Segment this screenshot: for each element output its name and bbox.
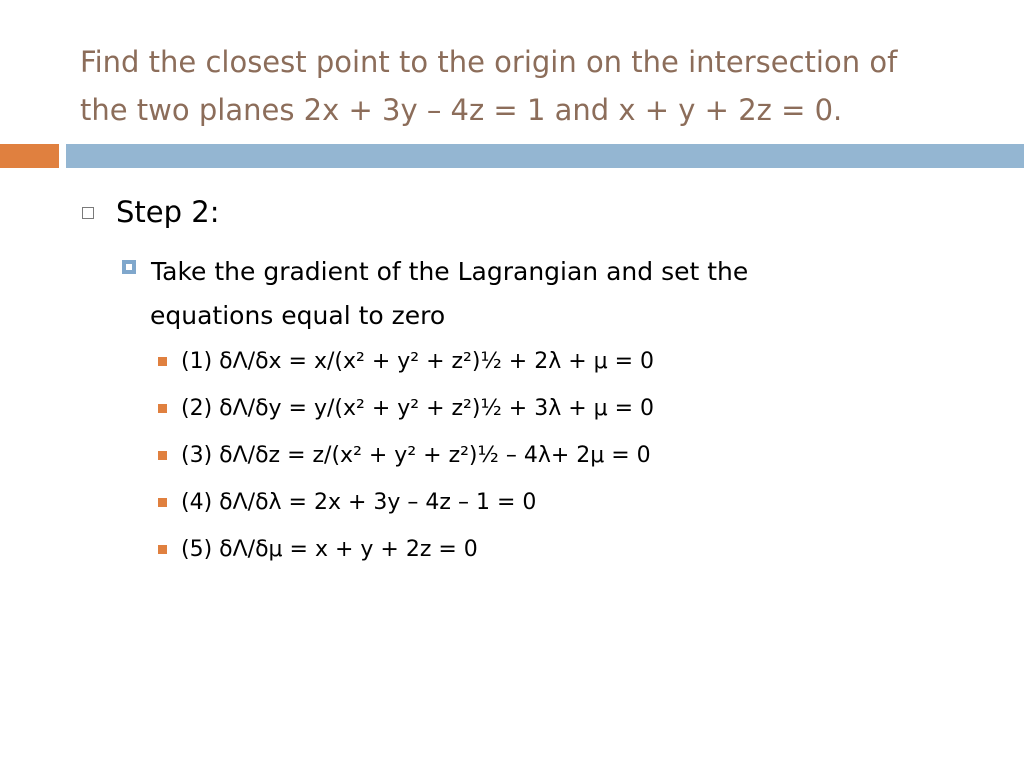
filled-square-icon: [122, 260, 136, 274]
hollow-square-icon: [82, 207, 94, 219]
slide-title: [80, 38, 980, 134]
equation-text: (4) δΛ/δλ = 2x + 3y – 4z – 1 = 0: [181, 490, 537, 515]
equation-text: (1) δΛ/δx = x/(x² + y² + z²)½ + 2λ + μ = 0: [181, 349, 655, 374]
equation-item-2: [158, 385, 958, 432]
slide-title-line-2: the two planes 2x + 3y – 4z = 1 and x + y + 2z = 0.: [80, 93, 843, 127]
orange-square-icon: [158, 545, 167, 554]
instruction-line-2: equations equal to zero: [150, 301, 446, 330]
equation-item-1: [158, 338, 958, 385]
equation-text: (5) δΛ/δμ = x + y + 2z = 0: [181, 537, 478, 562]
equation-list: [158, 338, 958, 573]
step-heading: Step 2:: [116, 195, 220, 229]
orange-square-icon: [158, 451, 167, 460]
title-divider-orange: [0, 144, 59, 168]
equation-item-3: [158, 432, 958, 479]
instruction-text: [151, 250, 882, 338]
bullet-gradient-instruction: [122, 250, 882, 338]
equation-text: (3) δΛ/δz = z/(x² + y² + z²)½ – 4λ+ 2μ = 0: [181, 443, 651, 468]
equation-item-4: [158, 479, 958, 526]
slide-title-line-1: Find the closest point to the origin on the intersection of: [80, 45, 898, 79]
instruction-line-1: Take the gradient of the Lagrangian and set the: [151, 257, 749, 286]
bullet-step-2: [82, 192, 219, 232]
equation-item-5: [158, 526, 958, 573]
orange-square-icon: [158, 498, 167, 507]
orange-square-icon: [158, 357, 167, 366]
equation-text: (2) δΛ/δy = y/(x² + y² + z²)½ + 3λ + μ = 0: [181, 396, 655, 421]
title-divider-blue: [66, 144, 1024, 168]
orange-square-icon: [158, 404, 167, 413]
